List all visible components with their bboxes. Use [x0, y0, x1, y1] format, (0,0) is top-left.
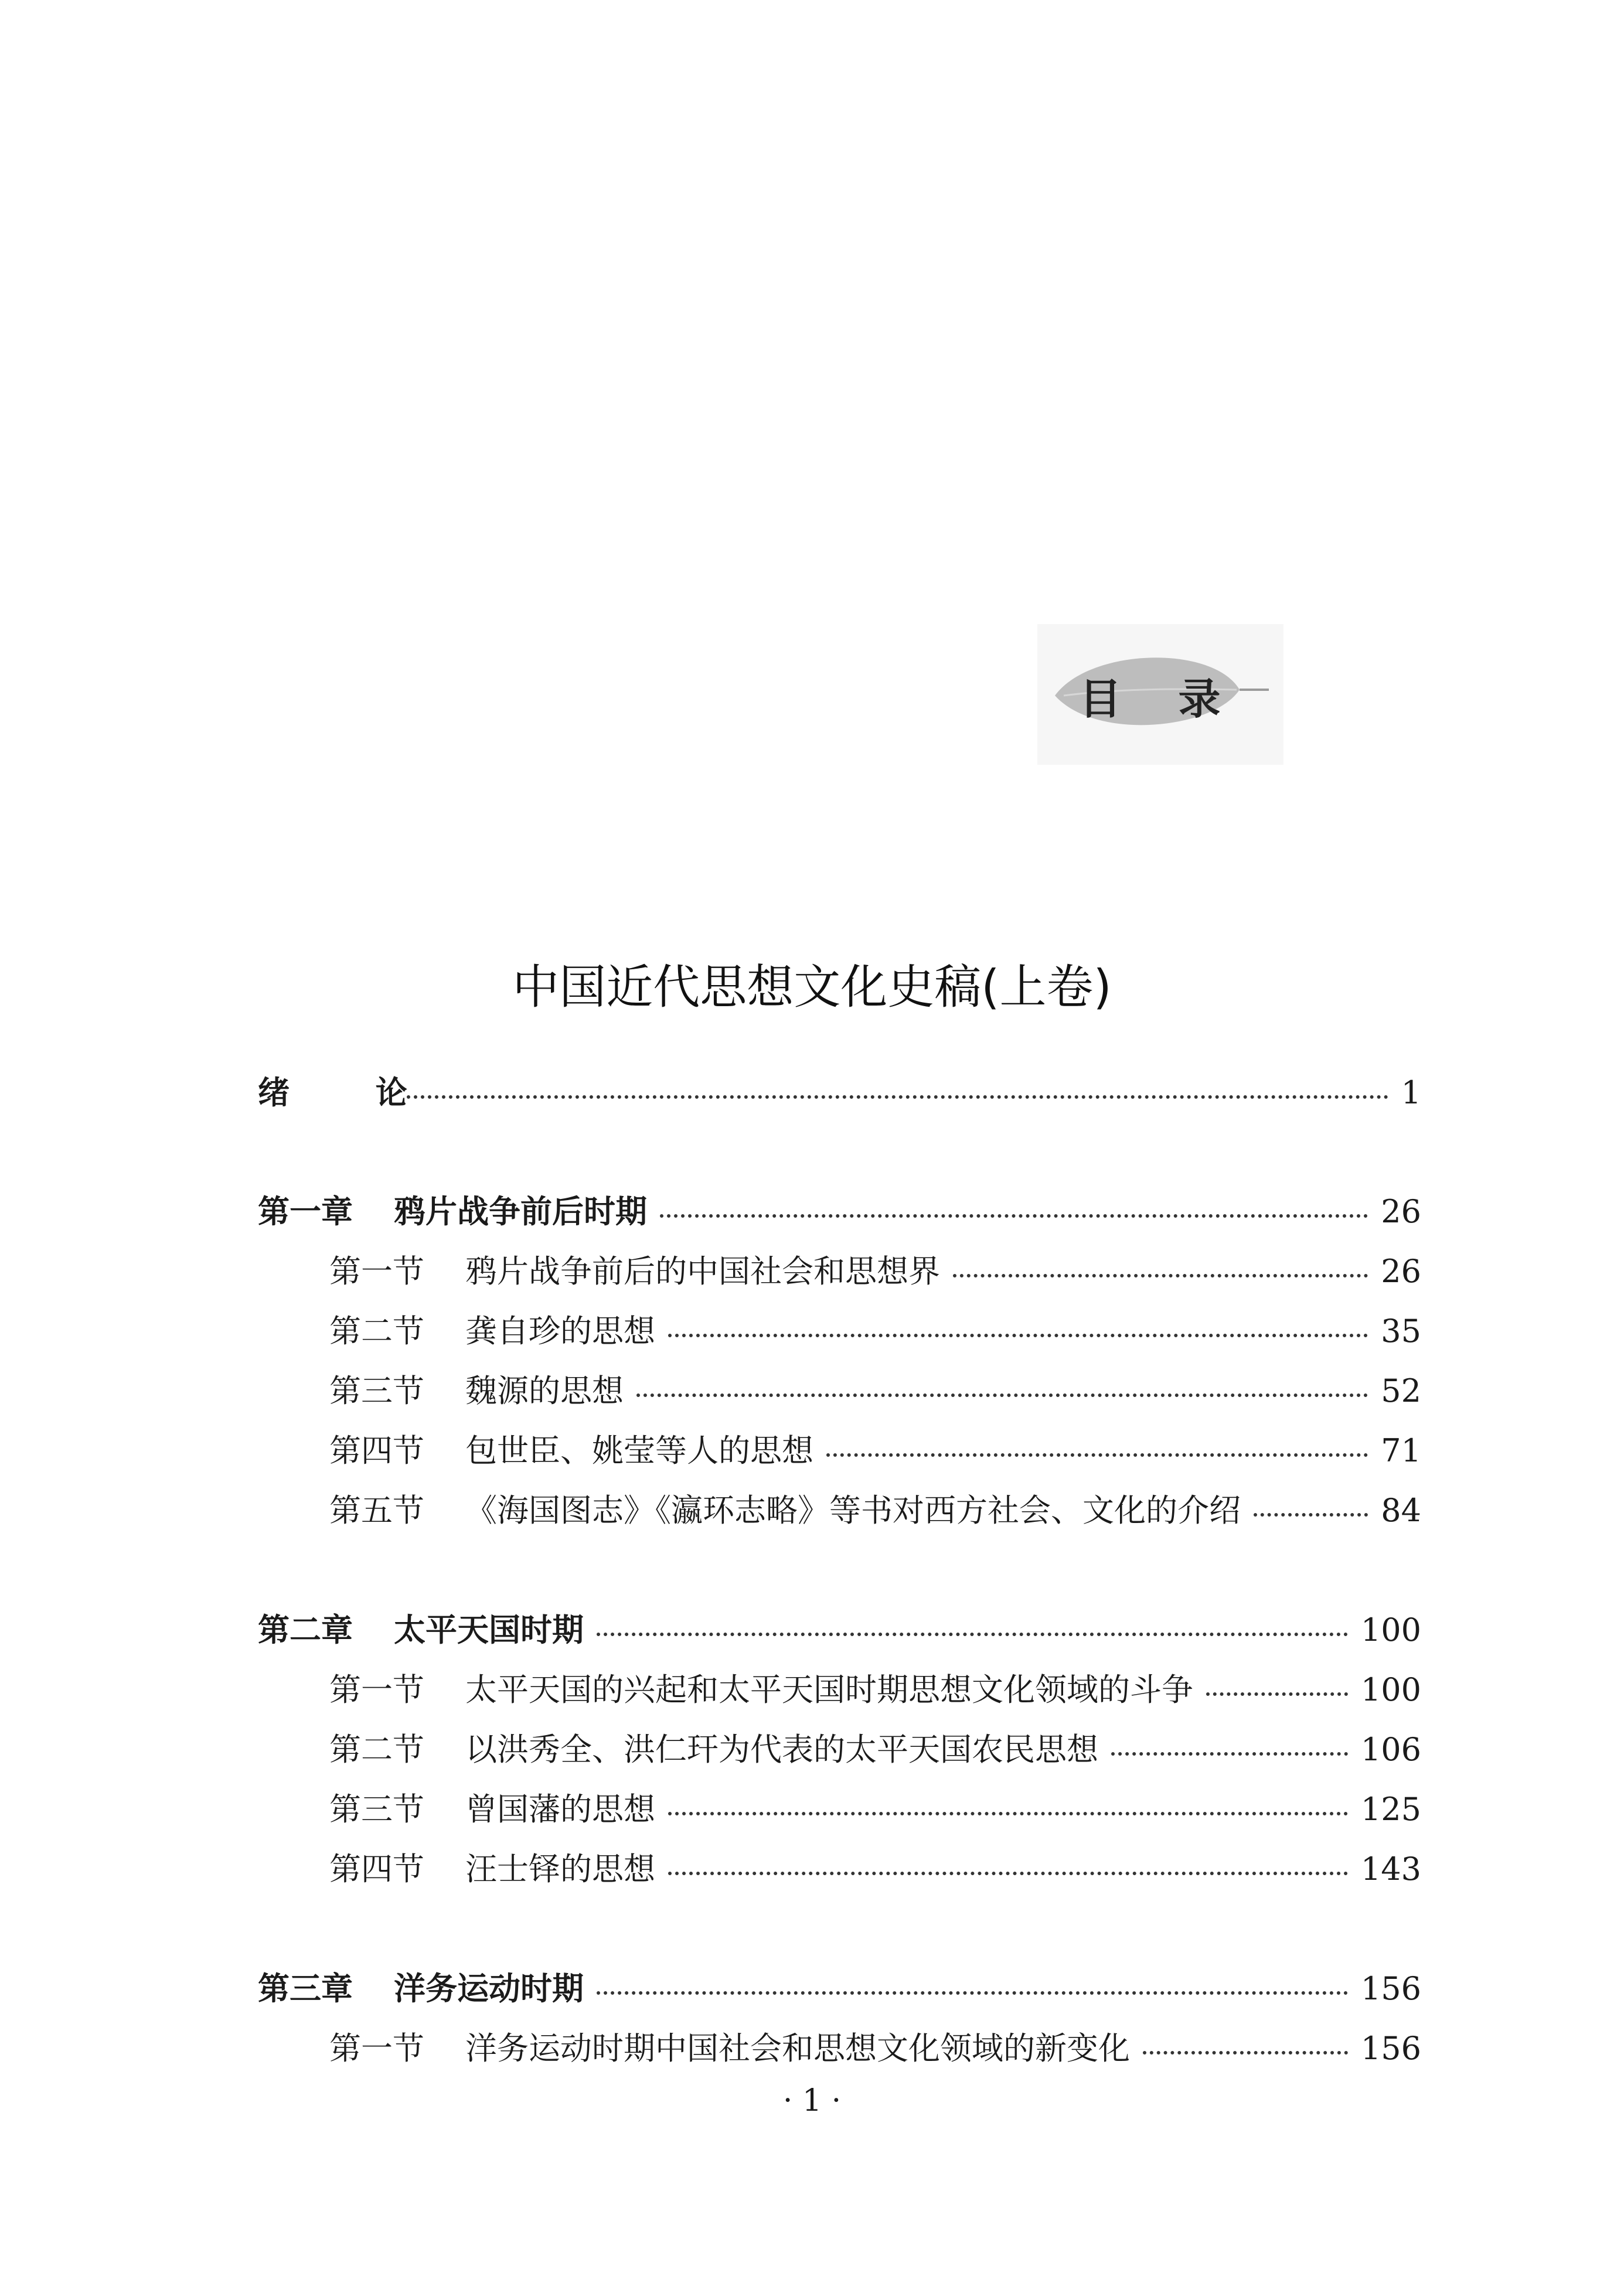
page-number: 143 [1360, 1851, 1421, 1887]
section-title: 鸦片战争前后的中国社会和思想界 [465, 1253, 940, 1290]
dot-leader [668, 1812, 1348, 1815]
dot-leader [1111, 1752, 1348, 1756]
toc-entry-section[interactable] [329, 1853, 1421, 1885]
section-number: 第一节 [329, 2030, 424, 2067]
page-footer-number: · 1 · [782, 2083, 842, 2118]
section-title: 包世臣、姚莹等人的思想 [465, 1432, 813, 1469]
page-number: 106 [1360, 1731, 1421, 1768]
toc-entry-chapter-1[interactable] [258, 1193, 1421, 1230]
section-title: 太平天国的兴起和太平天国时期思想文化领域的斗争 [465, 1671, 1193, 1708]
page-number: 71 [1381, 1432, 1421, 1469]
page-number: 156 [1360, 1970, 1421, 2007]
dot-leader [1143, 2051, 1348, 2054]
dot-leader [668, 1872, 1348, 1875]
section-number: 第四节 [329, 1432, 424, 1469]
toc-entry-section[interactable] [329, 1791, 1421, 1828]
page-number: 100 [1360, 1671, 1421, 1708]
book-title: 中国近代思想文化史稿(上卷) [512, 960, 1112, 1014]
toc-entry-section[interactable] [329, 1432, 1421, 1469]
chapter-number: 第三章 [258, 1970, 353, 2007]
dot-leader [826, 1453, 1368, 1457]
chapter-title: 鸦片战争前后时期 [394, 1193, 647, 1230]
section-number: 第四节 [329, 1851, 424, 1887]
toc-entry-section[interactable] [329, 1313, 1421, 1350]
dot-leader [953, 1274, 1368, 1277]
chapter-number: 第二章 [258, 1611, 353, 1648]
dot-leader [1254, 1513, 1368, 1517]
page-number: 125 [1360, 1791, 1421, 1828]
toc-entry-intro[interactable] [258, 1074, 1421, 1111]
dot-leader [597, 1991, 1348, 1995]
dot-leader [660, 1214, 1368, 1218]
page-number: 156 [1360, 2030, 1421, 2067]
dot-leader [597, 1633, 1348, 1636]
chapter-number: 第一章 [258, 1193, 353, 1230]
section-number: 第三节 [329, 1372, 424, 1409]
page-number: 35 [1381, 1313, 1421, 1350]
section-number: 第五节 [329, 1492, 424, 1529]
page-number: 26 [1381, 1253, 1421, 1290]
dot-leader [1206, 1692, 1348, 1696]
page-number: 1 [1401, 1074, 1421, 1111]
intro-label: 绪 论 [258, 1074, 445, 1111]
section-title: 洋务运动时期中国社会和思想文化领域的新变化 [465, 2030, 1130, 2067]
dot-leader [668, 1334, 1368, 1337]
toc-entry-section[interactable] [329, 2030, 1421, 2067]
toc-entry-section[interactable] [329, 1253, 1421, 1290]
chapter-title: 太平天国时期 [394, 1611, 584, 1648]
page-number: 84 [1381, 1492, 1421, 1529]
dot-leader [636, 1393, 1368, 1397]
toc-entry-section[interactable] [329, 1372, 1421, 1409]
toc-entry-section[interactable] [329, 1731, 1421, 1768]
toc-heading: 目 录 [1079, 674, 1242, 724]
section-title: 汪士铎的思想 [465, 1851, 655, 1887]
section-number: 第一节 [329, 1253, 424, 1290]
toc-entry-chapter-2[interactable] [258, 1611, 1421, 1648]
page-number: 52 [1381, 1372, 1421, 1409]
section-title: 《海国图志》《瀛环志略》等书对西方社会、文化的介绍 [465, 1492, 1241, 1529]
page-number: 26 [1381, 1193, 1421, 1230]
section-number: 第二节 [329, 1731, 424, 1768]
section-number: 第二节 [329, 1313, 424, 1350]
section-title: 龚自珍的思想 [465, 1313, 655, 1350]
toc-emblem [1037, 624, 1283, 765]
chapter-title: 洋务运动时期 [394, 1970, 584, 2007]
section-number: 第三节 [329, 1791, 424, 1828]
toc-entry-chapter-3[interactable] [258, 1970, 1421, 2007]
section-title: 以洪秀全、洪仁玕为代表的太平天国农民思想 [465, 1731, 1098, 1768]
toc-entry-section[interactable] [329, 1492, 1421, 1529]
section-number: 第一节 [329, 1671, 424, 1708]
page-number: 100 [1360, 1611, 1421, 1648]
dot-leader [407, 1095, 1388, 1099]
toc-entry-section[interactable] [329, 1671, 1421, 1708]
section-title: 魏源的思想 [465, 1372, 624, 1409]
section-title: 曾国藩的思想 [465, 1791, 655, 1828]
